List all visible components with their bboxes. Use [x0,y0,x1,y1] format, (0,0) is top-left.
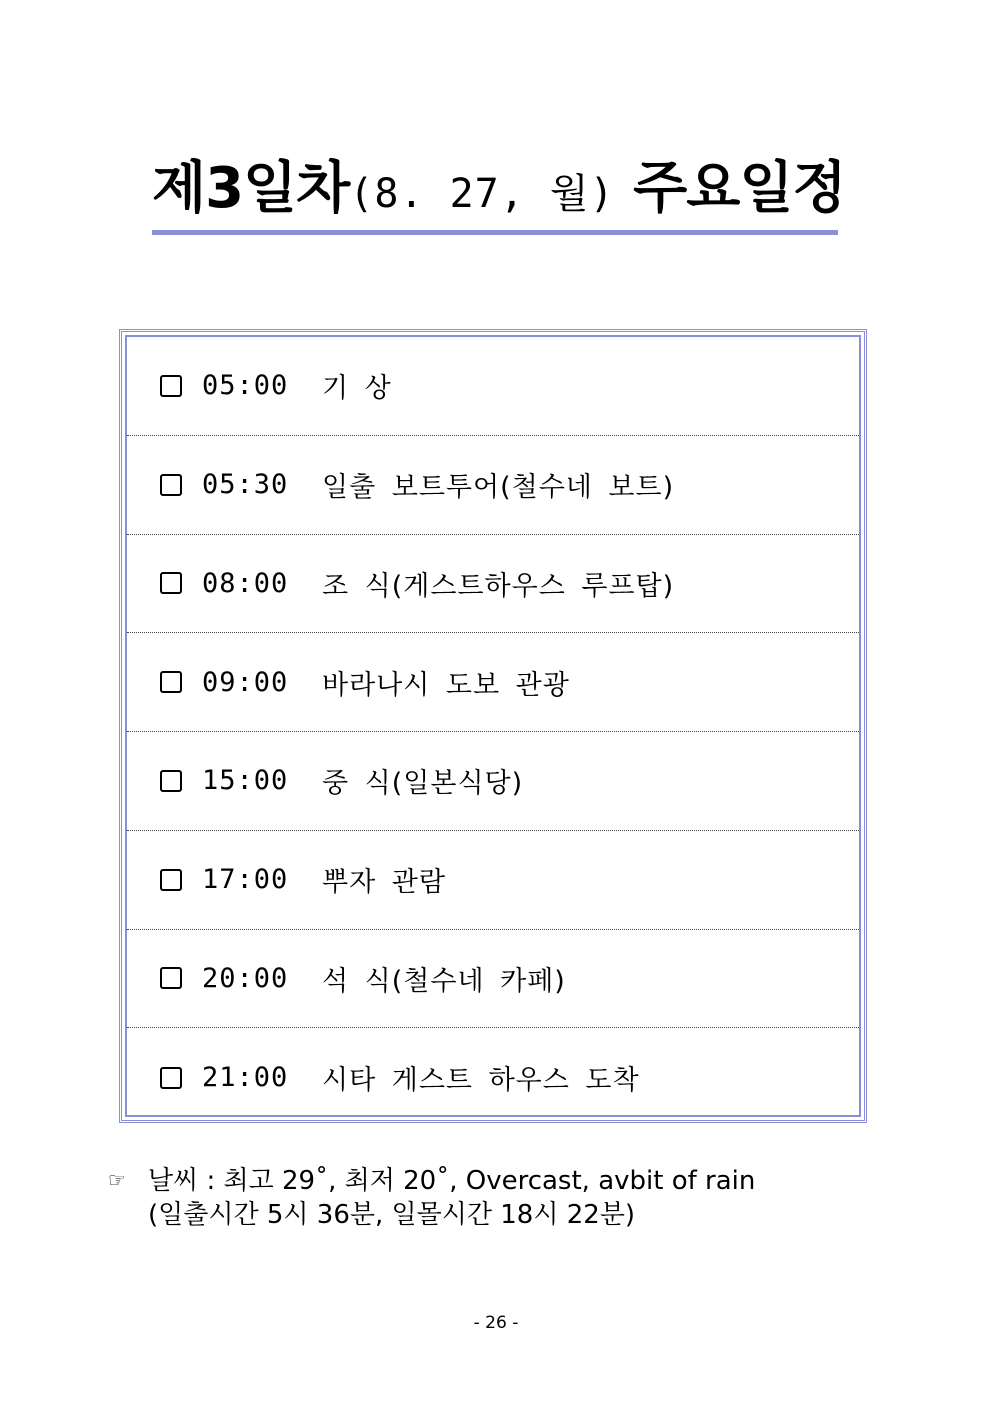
schedule-event: 조 식(게스트하우스 루프탑) [322,570,675,602]
schedule-event: 일출 보트투어(철수네 보트) [322,472,675,504]
weather-note [108,1163,755,1232]
schedule-time: 08:00 [202,567,289,599]
weather-line-1 [108,1163,755,1198]
schedule-row [127,633,859,732]
schedule-event: 시타 게스트 하우스 도착 [322,1065,640,1097]
schedule-time: 15:00 [202,765,289,797]
schedule-time: 17:00 [202,864,289,896]
schedule-time: 09:00 [202,666,289,698]
checkbox-icon [160,671,182,693]
schedule-time: 05:00 [202,370,289,402]
page-title [152,138,846,238]
schedule-row [127,930,859,1029]
schedule-event: 석 식(철수네 카페) [322,965,566,997]
schedule-time: 21:00 [202,1062,289,1094]
weather-line-2: (일출시간 5시 36분, 일몰시간 18시 22분) [148,1200,636,1230]
checkbox-icon [160,1067,182,1089]
schedule-time: 20:00 [202,962,289,994]
checkbox-icon [160,375,182,397]
schedule-row [127,1028,859,1127]
pointing-hand-icon: ☞ [108,1168,126,1192]
title-suffix: 주요일정 [633,156,846,221]
checkbox-icon [160,572,182,594]
schedule-box [119,329,867,1123]
title-underline [152,230,838,235]
title-date: (8. 27, 월) [349,171,615,217]
weather-text: 날씨 : 최고 29˚, 최저 20˚, Overcast, avbit of rain [148,1166,756,1196]
schedule-event: 기 상 [322,373,392,405]
page-number: - 26 - [473,1313,519,1333]
title-text [152,144,846,224]
schedule-time: 05:30 [202,469,289,501]
checkbox-icon [160,869,182,891]
schedule-event: 뿌자 관람 [322,867,446,899]
schedule-row [127,831,859,930]
title-main: 제3일차 [152,156,350,221]
schedule-list [125,335,861,1117]
schedule-row [127,337,859,436]
checkbox-icon [160,474,182,496]
checkbox-icon [160,770,182,792]
schedule-row [127,535,859,634]
schedule-event: 바라나시 도보 관광 [322,669,570,701]
schedule-row [127,436,859,535]
schedule-row [127,732,859,831]
checkbox-icon [160,967,182,989]
schedule-event: 중 식(일본식당) [322,768,524,800]
